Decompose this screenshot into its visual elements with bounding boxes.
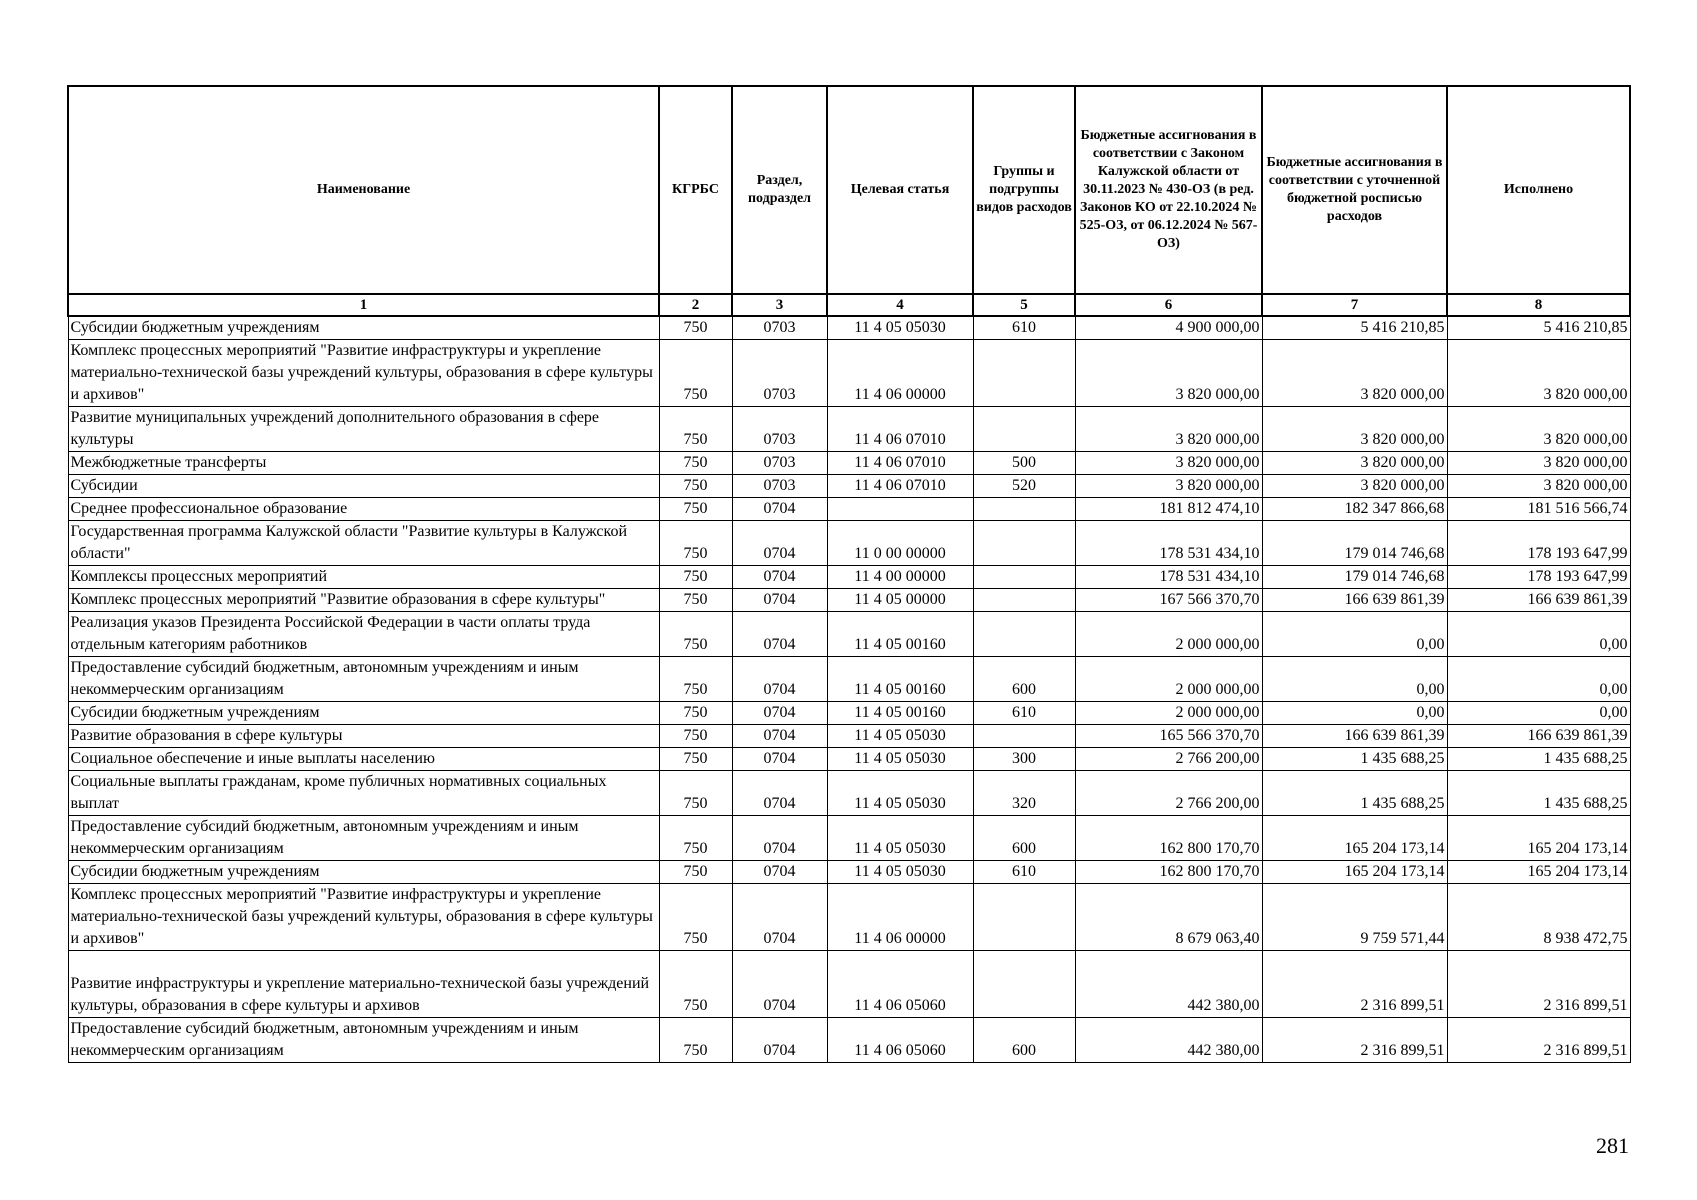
row-refined-amount-cell: 0,00 (1262, 612, 1447, 657)
row-section-cell: 0704 (732, 748, 827, 771)
row-law-amount-cell: 167 566 370,70 (1075, 589, 1262, 612)
row-kgrbs-cell: 750 (659, 566, 732, 589)
row-executed-amount-cell: 3 820 000,00 (1447, 340, 1630, 407)
row-group-cell: 300 (973, 748, 1075, 771)
row-kgrbs-cell: 750 (659, 589, 732, 612)
row-section-cell: 0703 (732, 316, 827, 340)
row-name-cell: Субсидии бюджетным учреждениям (68, 316, 659, 340)
row-kgrbs-cell: 750 (659, 702, 732, 725)
row-executed-amount-cell: 166 639 861,39 (1447, 589, 1630, 612)
row-refined-amount-cell: 3 820 000,00 (1262, 407, 1447, 452)
row-name-cell: Реализация указов Президента Российской Федерации в части оплаты труда отдельным категориям работников (68, 612, 659, 657)
row-kgrbs-cell: 750 (659, 771, 732, 816)
row-executed-amount-cell: 8 938 472,75 (1447, 884, 1630, 951)
row-law-amount-cell: 2 766 200,00 (1075, 748, 1262, 771)
row-target-cell: 11 4 00 00000 (827, 566, 973, 589)
row-refined-amount-cell: 9 759 571,44 (1262, 884, 1447, 951)
row-refined-amount-cell: 166 639 861,39 (1262, 589, 1447, 612)
row-target-cell: 11 4 06 07010 (827, 407, 973, 452)
col-number: 4 (827, 294, 973, 316)
row-refined-amount-cell: 1 435 688,25 (1262, 771, 1447, 816)
row-section-cell: 0704 (732, 725, 827, 748)
table-row (68, 748, 1630, 771)
table-row (68, 884, 1630, 951)
row-refined-amount-cell: 0,00 (1262, 702, 1447, 725)
row-law-amount-cell: 442 380,00 (1075, 1018, 1262, 1063)
col-number: 5 (973, 294, 1075, 316)
row-section-cell: 0704 (732, 951, 827, 1018)
row-name-cell: Социальные выплаты гражданам, кроме публичных нормативных социальных выплат (68, 771, 659, 816)
row-executed-amount-cell: 2 316 899,51 (1447, 1018, 1630, 1063)
col-number: 8 (1447, 294, 1630, 316)
header-row (68, 86, 1630, 294)
row-executed-amount-cell: 178 193 647,99 (1447, 521, 1630, 566)
row-group-cell (973, 498, 1075, 521)
row-law-amount-cell: 2 000 000,00 (1075, 612, 1262, 657)
row-section-cell: 0704 (732, 657, 827, 702)
row-target-cell: 11 4 05 05030 (827, 748, 973, 771)
row-name-cell: Развитие инфраструктуры и укрепление материально-технической базы учреждений культуры, образования в сфере культуры и архивов (68, 951, 659, 1018)
row-group-cell: 600 (973, 816, 1075, 861)
row-law-amount-cell: 162 800 170,70 (1075, 816, 1262, 861)
row-law-amount-cell: 178 531 434,10 (1075, 521, 1262, 566)
row-executed-amount-cell: 0,00 (1447, 702, 1630, 725)
row-target-cell: 11 4 06 00000 (827, 340, 973, 407)
row-refined-amount-cell: 5 416 210,85 (1262, 316, 1447, 340)
row-kgrbs-cell: 750 (659, 407, 732, 452)
row-name-cell: Государственная программа Калужской области "Развитие культуры в Калужской области" (68, 521, 659, 566)
row-law-amount-cell: 165 566 370,70 (1075, 725, 1262, 748)
row-group-cell (973, 612, 1075, 657)
row-kgrbs-cell: 750 (659, 498, 732, 521)
row-refined-amount-cell: 179 014 746,68 (1262, 566, 1447, 589)
header-executed: Исполнено (1447, 86, 1630, 294)
row-kgrbs-cell: 750 (659, 316, 732, 340)
table-row (68, 861, 1630, 884)
row-law-amount-cell: 2 000 000,00 (1075, 702, 1262, 725)
row-target-cell: 11 4 06 07010 (827, 475, 973, 498)
row-section-cell: 0704 (732, 816, 827, 861)
row-name-cell: Субсидии (68, 475, 659, 498)
table-row (68, 816, 1630, 861)
row-group-cell (973, 725, 1075, 748)
row-kgrbs-cell: 750 (659, 521, 732, 566)
row-name-cell: Межбюджетные трансферты (68, 452, 659, 475)
row-kgrbs-cell: 750 (659, 861, 732, 884)
row-refined-amount-cell: 0,00 (1262, 657, 1447, 702)
column-number-row (68, 294, 1630, 316)
row-kgrbs-cell: 750 (659, 612, 732, 657)
row-kgrbs-cell: 750 (659, 340, 732, 407)
table-body (68, 316, 1630, 1063)
row-section-cell: 0703 (732, 452, 827, 475)
row-name-cell: Предоставление субсидий бюджетным, автономным учреждениям и иным некоммерческим организациям (68, 816, 659, 861)
row-refined-amount-cell: 179 014 746,68 (1262, 521, 1447, 566)
table-row (68, 498, 1630, 521)
header-law: Бюджетные ассигнования в соответствии с Законом Калужской области от 30.11.2023 № 430-ОЗ (в ред. Законов КО от 22.10.2024 № 525-ОЗ, от 06.12.2024 № 567-ОЗ) (1075, 86, 1262, 294)
row-name-cell: Предоставление субсидий бюджетным, автономным учреждениям и иным некоммерческим организациям (68, 1018, 659, 1063)
table-row (68, 407, 1630, 452)
row-target-cell: 11 4 05 00160 (827, 657, 973, 702)
row-group-cell (973, 407, 1075, 452)
row-law-amount-cell: 3 820 000,00 (1075, 340, 1262, 407)
row-name-cell: Субсидии бюджетным учреждениям (68, 861, 659, 884)
table-row (68, 521, 1630, 566)
row-name-cell: Социальное обеспечение и иные выплаты населению (68, 748, 659, 771)
header-target: Целевая статья (827, 86, 973, 294)
table-row (68, 771, 1630, 816)
row-law-amount-cell: 8 679 063,40 (1075, 884, 1262, 951)
table-row (68, 612, 1630, 657)
row-target-cell: 11 4 06 07010 (827, 452, 973, 475)
row-name-cell: Комплексы процессных мероприятий (68, 566, 659, 589)
col-number: 3 (732, 294, 827, 316)
row-kgrbs-cell: 750 (659, 884, 732, 951)
row-kgrbs-cell: 750 (659, 1018, 732, 1063)
row-section-cell: 0704 (732, 566, 827, 589)
row-name-cell: Развитие муниципальных учреждений дополнительного образования в сфере культуры (68, 407, 659, 452)
table-row (68, 340, 1630, 407)
row-section-cell: 0704 (732, 612, 827, 657)
row-executed-amount-cell: 0,00 (1447, 657, 1630, 702)
row-target-cell: 11 4 05 00160 (827, 612, 973, 657)
row-kgrbs-cell: 750 (659, 657, 732, 702)
row-target-cell: 11 4 05 00000 (827, 589, 973, 612)
row-section-cell: 0704 (732, 521, 827, 566)
row-group-cell: 610 (973, 861, 1075, 884)
table-row (68, 475, 1630, 498)
row-target-cell: 11 0 00 00000 (827, 521, 973, 566)
row-executed-amount-cell: 2 316 899,51 (1447, 951, 1630, 1018)
col-number: 6 (1075, 294, 1262, 316)
table-row (68, 702, 1630, 725)
col-number: 7 (1262, 294, 1447, 316)
row-refined-amount-cell: 1 435 688,25 (1262, 748, 1447, 771)
row-executed-amount-cell: 3 820 000,00 (1447, 475, 1630, 498)
row-target-cell: 11 4 06 05060 (827, 951, 973, 1018)
row-executed-amount-cell: 0,00 (1447, 612, 1630, 657)
row-section-cell: 0704 (732, 1018, 827, 1063)
row-kgrbs-cell: 750 (659, 951, 732, 1018)
row-name-cell: Комплекс процессных мероприятий "Развитие инфраструктуры и укрепление материально-технической базы учреждений культуры, образования в сфере культуры и архивов" (68, 340, 659, 407)
row-refined-amount-cell: 2 316 899,51 (1262, 951, 1447, 1018)
row-target-cell: 11 4 05 00160 (827, 702, 973, 725)
row-name-cell: Развитие образования в сфере культуры (68, 725, 659, 748)
row-section-cell: 0703 (732, 407, 827, 452)
table-row (68, 657, 1630, 702)
row-target-cell: 11 4 06 05060 (827, 1018, 973, 1063)
row-executed-amount-cell: 1 435 688,25 (1447, 748, 1630, 771)
row-group-cell: 500 (973, 452, 1075, 475)
col-number: 1 (68, 294, 659, 316)
row-kgrbs-cell: 750 (659, 725, 732, 748)
table-row (68, 452, 1630, 475)
row-section-cell: 0703 (732, 475, 827, 498)
row-group-cell: 520 (973, 475, 1075, 498)
row-group-cell: 320 (973, 771, 1075, 816)
row-section-cell: 0704 (732, 589, 827, 612)
row-target-cell: 11 4 05 05030 (827, 725, 973, 748)
row-refined-amount-cell: 3 820 000,00 (1262, 340, 1447, 407)
row-refined-amount-cell: 165 204 173,14 (1262, 861, 1447, 884)
col-number: 2 (659, 294, 732, 316)
row-group-cell: 600 (973, 657, 1075, 702)
row-kgrbs-cell: 750 (659, 475, 732, 498)
row-executed-amount-cell: 3 820 000,00 (1447, 452, 1630, 475)
row-group-cell (973, 951, 1075, 1018)
row-section-cell: 0704 (732, 771, 827, 816)
row-group-cell (973, 340, 1075, 407)
row-target-cell (827, 498, 973, 521)
page-number: 281 (1596, 1133, 1629, 1158)
row-target-cell: 11 4 05 05030 (827, 771, 973, 816)
header-section: Раздел, подраздел (732, 86, 827, 294)
row-group-cell (973, 589, 1075, 612)
row-executed-amount-cell: 165 204 173,14 (1447, 861, 1630, 884)
row-group-cell: 610 (973, 316, 1075, 340)
row-law-amount-cell: 442 380,00 (1075, 951, 1262, 1018)
row-executed-amount-cell: 5 416 210,85 (1447, 316, 1630, 340)
header-name: Наименование (68, 86, 659, 294)
row-executed-amount-cell: 166 639 861,39 (1447, 725, 1630, 748)
row-law-amount-cell: 181 812 474,10 (1075, 498, 1262, 521)
row-refined-amount-cell: 3 820 000,00 (1262, 452, 1447, 475)
row-group-cell: 610 (973, 702, 1075, 725)
header-groups: Группы и подгруппы видов расходов (973, 86, 1075, 294)
table-row (68, 725, 1630, 748)
row-refined-amount-cell: 166 639 861,39 (1262, 725, 1447, 748)
row-law-amount-cell: 2 766 200,00 (1075, 771, 1262, 816)
table-row (68, 566, 1630, 589)
row-section-cell: 0703 (732, 340, 827, 407)
row-law-amount-cell: 3 820 000,00 (1075, 475, 1262, 498)
row-name-cell: Предоставление субсидий бюджетным, автономным учреждениям и иным некоммерческим организациям (68, 657, 659, 702)
row-kgrbs-cell: 750 (659, 816, 732, 861)
table-row (68, 951, 1630, 1018)
row-target-cell: 11 4 05 05030 (827, 816, 973, 861)
row-law-amount-cell: 2 000 000,00 (1075, 657, 1262, 702)
row-law-amount-cell: 178 531 434,10 (1075, 566, 1262, 589)
row-law-amount-cell: 3 820 000,00 (1075, 407, 1262, 452)
row-refined-amount-cell: 2 316 899,51 (1262, 1018, 1447, 1063)
budget-table (67, 85, 1631, 1063)
row-target-cell: 11 4 06 00000 (827, 884, 973, 951)
row-group-cell: 600 (973, 1018, 1075, 1063)
row-group-cell (973, 521, 1075, 566)
table-row (68, 589, 1630, 612)
header-kgrbs: КГРБС (659, 86, 732, 294)
row-name-cell: Комплекс процессных мероприятий "Развитие образования в сфере культуры" (68, 589, 659, 612)
row-refined-amount-cell: 165 204 173,14 (1262, 816, 1447, 861)
row-name-cell: Среднее профессиональное образование (68, 498, 659, 521)
table-row (68, 316, 1630, 340)
row-section-cell: 0704 (732, 498, 827, 521)
row-executed-amount-cell: 3 820 000,00 (1447, 407, 1630, 452)
row-section-cell: 0704 (732, 861, 827, 884)
row-group-cell (973, 566, 1075, 589)
row-executed-amount-cell: 1 435 688,25 (1447, 771, 1630, 816)
row-section-cell: 0704 (732, 702, 827, 725)
row-law-amount-cell: 3 820 000,00 (1075, 452, 1262, 475)
row-section-cell: 0704 (732, 884, 827, 951)
row-kgrbs-cell: 750 (659, 452, 732, 475)
row-refined-amount-cell: 3 820 000,00 (1262, 475, 1447, 498)
row-kgrbs-cell: 750 (659, 748, 732, 771)
row-law-amount-cell: 162 800 170,70 (1075, 861, 1262, 884)
row-executed-amount-cell: 165 204 173,14 (1447, 816, 1630, 861)
row-law-amount-cell: 4 900 000,00 (1075, 316, 1262, 340)
row-group-cell (973, 884, 1075, 951)
row-executed-amount-cell: 178 193 647,99 (1447, 566, 1630, 589)
row-target-cell: 11 4 05 05030 (827, 316, 973, 340)
row-name-cell: Субсидии бюджетным учреждениям (68, 702, 659, 725)
header-refined: Бюджетные ассигнования в соответствии с уточненной бюджетной росписью расходов (1262, 86, 1447, 294)
row-name-cell: Комплекс процессных мероприятий "Развитие инфраструктуры и укрепление материально-технической базы учреждений культуры, образования в сфере культуры и архивов" (68, 884, 659, 951)
row-executed-amount-cell: 181 516 566,74 (1447, 498, 1630, 521)
row-refined-amount-cell: 182 347 866,68 (1262, 498, 1447, 521)
row-target-cell: 11 4 05 05030 (827, 861, 973, 884)
table-row (68, 1018, 1630, 1063)
